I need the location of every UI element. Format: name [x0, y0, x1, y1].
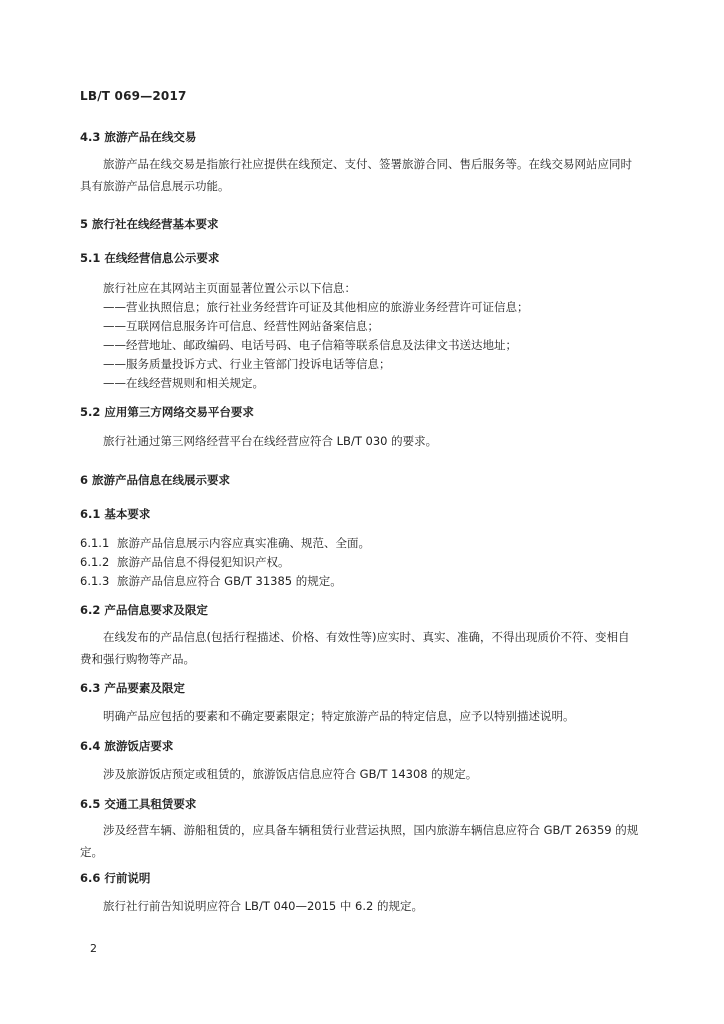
page-number: 2 — [90, 942, 97, 955]
section-6-title: 6 旅游产品信息在线展示要求 — [80, 473, 231, 487]
clause-number: 6.1.3 — [80, 574, 110, 588]
section-6-6-text: 旅行社行前告知说明应符合 LB/T 040—2015 中 6.2 的规定。 — [103, 899, 423, 913]
section-4-3-paragraph — [80, 153, 640, 197]
section-6-5-text: 涉及经营车辆、游船租赁的，应具备车辆租赁行业营运执照，国内旅游车辆信息应符合 GB/T 26359 的规定。 — [80, 823, 639, 859]
section-6-6-title: 6.6 行前说明 — [80, 871, 151, 885]
list-item — [80, 573, 342, 589]
section-6-1-title: 6.1 基本要求 — [80, 507, 151, 521]
section-6-5-title: 6.5 交通工具租赁要求 — [80, 797, 197, 811]
clause-number: 6.1.2 — [80, 555, 110, 569]
section-6-2-title: 6.2 产品信息要求及限定 — [80, 603, 208, 617]
list-item: ——经营地址、邮政编码、电话号码、电子信箱等联系信息及法律文书送达地址； — [103, 338, 517, 352]
clause-text: 旅游产品信息展示内容应真实准确、规范、全面。 — [117, 536, 370, 550]
section-5-2-text: 旅行社通过第三网络经营平台在线经营应符合 LB/T 030 的要求。 — [103, 434, 438, 448]
section-6-4-title: 6.4 旅游饭店要求 — [80, 739, 174, 753]
section-5-title: 5 旅行社在线经营基本要求 — [80, 217, 219, 231]
section-6-3-title: 6.3 产品要素及限定 — [80, 681, 185, 695]
list-item: ——在线经营规则和相关规定。 — [103, 376, 264, 390]
section-6-4-text: 涉及旅游饭店预定或租赁的，旅游饭店信息应符合 GB/T 14308 的规定。 — [103, 767, 478, 781]
section-4-3-text: 旅游产品在线交易是指旅行社应提供在线预定、支付、签署旅游合同、售后服务等。在线交易网站应同时具有旅游产品信息展示功能。 — [80, 157, 632, 193]
section-5-1-intro: 旅行社应在其网站主页面显著位置公示以下信息： — [103, 281, 356, 295]
section-4-3-title: 4.3 旅游产品在线交易 — [80, 130, 197, 144]
list-item: ——服务质量投诉方式、行业主管部门投诉电话等信息； — [103, 357, 391, 371]
clause-text: 旅游产品信息不得侵犯知识产权。 — [117, 555, 290, 569]
list-item — [80, 535, 370, 551]
clause-text: 旅游产品信息应符合 GB/T 31385 的规定。 — [117, 574, 342, 588]
section-6-5-paragraph — [80, 819, 640, 863]
section-5-2-title: 5.2 应用第三方网络交易平台要求 — [80, 405, 254, 419]
section-5-1-title: 5.1 在线经营信息公示要求 — [80, 251, 220, 265]
section-6-2-paragraph — [80, 626, 640, 670]
section-6-3-text: 明确产品应包括的要素和不确定要素限定；特定旅游产品的特定信息，应予以特别描述说明。 — [103, 709, 575, 723]
section-6-2-text: 在线发布的产品信息(包括行程描述、价格、有效性等)应实时、真实、准确，不得出现质价不符、变相自费和强行购物等产品。 — [80, 630, 630, 666]
clause-number: 6.1.1 — [80, 536, 110, 550]
standard-number: LB/T 069—2017 — [80, 89, 187, 103]
list-item — [80, 554, 290, 570]
list-item: ——营业执照信息；旅行社业务经营许可证及其他相应的旅游业务经营许可证信息； — [103, 300, 529, 314]
list-item: ——互联网信息服务许可信息、经营性网站备案信息； — [103, 319, 379, 333]
